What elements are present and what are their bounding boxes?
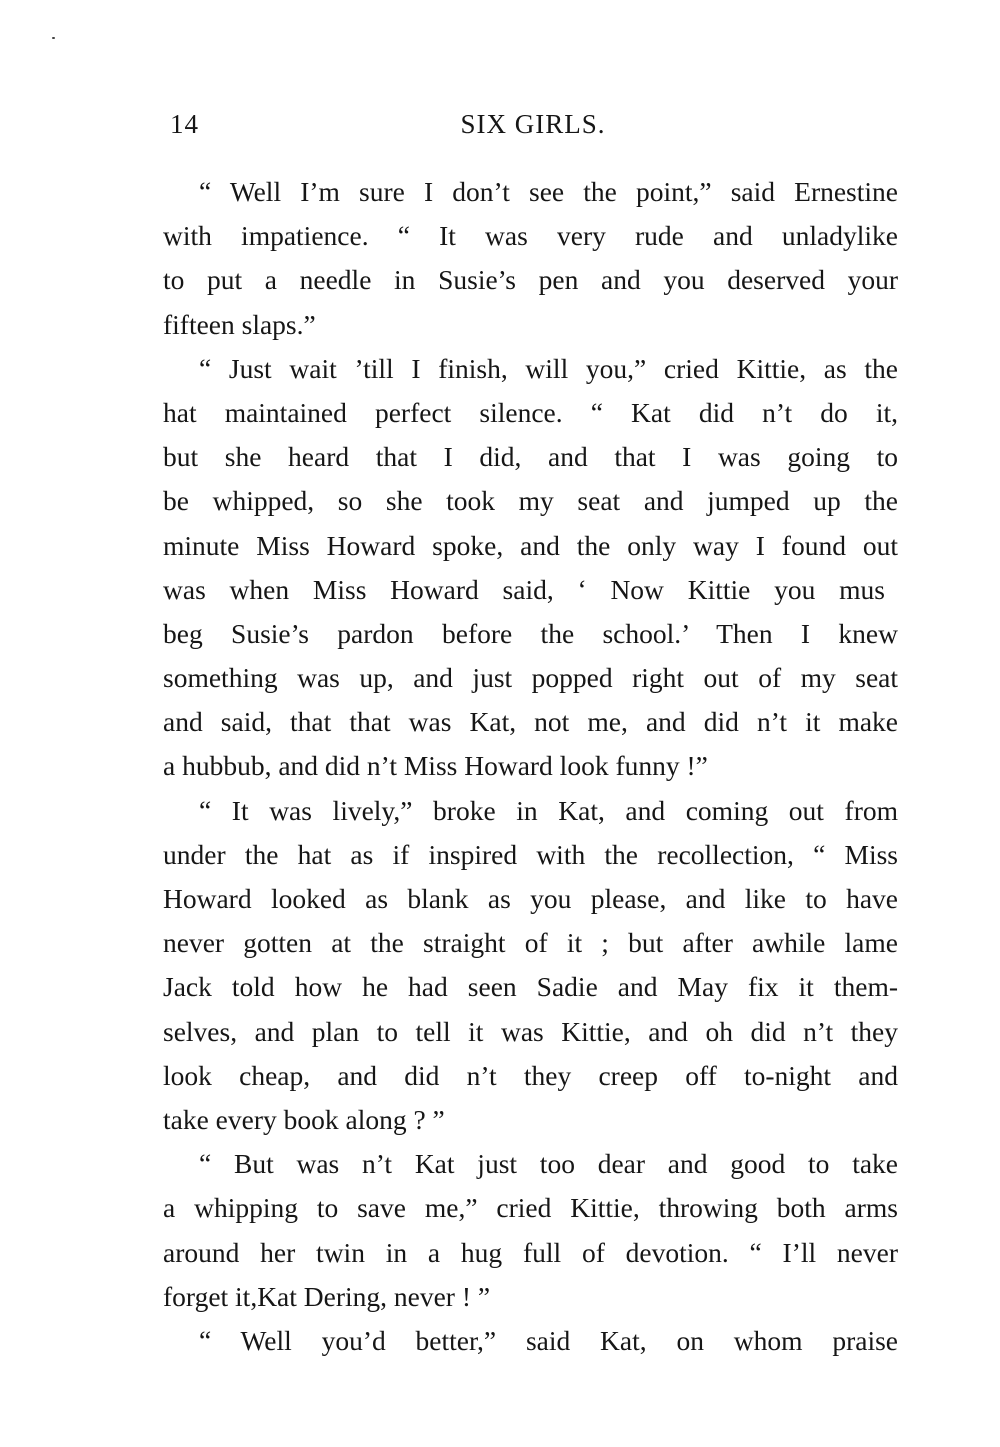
text-line: never gotten at the straight of it ; but after awhile lame — [163, 927, 898, 959]
running-title: SIX GIRLS. — [460, 109, 606, 139]
text-line: under the hat as if inspired with the recollection, “ Miss — [163, 838, 898, 870]
text-line: a whipping to save me,” cried Kittie, throwing both arms — [163, 1192, 898, 1224]
text-line: minute Miss Howard spoke, and the only way I found out — [163, 529, 898, 561]
text-line: look cheap, and did n’t they creep off to-night and — [163, 1059, 898, 1091]
text-line: forget it,Kat Dering, never ! ” — [163, 1280, 491, 1312]
text-line: to put a needle in Susie’s pen and you deserved your — [163, 264, 898, 296]
text-line: fifteen slaps.” — [163, 308, 316, 340]
text-line: beg Susie’s pardon before the school.’ Then I knew — [163, 617, 898, 649]
text-line: “ But was n’t Kat just too dear and good to take — [199, 1148, 898, 1180]
text-line: be whipped, so she took my seat and jumped up the — [163, 485, 898, 517]
text-line: hat maintained perfect silence. “ Kat did n’t do it, — [163, 396, 898, 428]
page-number: 14 — [170, 109, 199, 139]
text-line: Jack told how he had seen Sadie and May fix it them- — [163, 971, 898, 1003]
body-text — [163, 170, 898, 1363]
text-line: and said, that that was Kat, not me, and did n’t it make — [163, 706, 898, 738]
text-line: with impatience. “ It was very rude and unladylike — [163, 220, 898, 252]
text-line: around her twin in a hug full of devotion. “ I’ll never — [163, 1236, 898, 1268]
text-line: “ It was lively,” broke in Kat, and coming out from — [199, 794, 898, 826]
text-line: take every book along ? ” — [163, 1103, 445, 1135]
text-line: selves, and plan to tell it was Kittie, and oh did n’t they — [163, 1015, 898, 1047]
print-speck — [52, 37, 55, 39]
text-line: a hubbub, and did n’t Miss Howard look funny !” — [163, 750, 708, 782]
text-line: but she heard that I did, and that I was going to — [163, 441, 898, 473]
text-line: something was up, and just popped right out of my seat — [163, 662, 898, 694]
page-header — [168, 104, 898, 144]
text-line: was when Miss Howard said, ‘ Now Kittie you mus — [163, 573, 885, 605]
text-line: “ Just wait ’till I finish, will you,” cried Kittie, as the — [199, 352, 898, 384]
text-line: Howard looked as blank as you please, and like to have — [163, 883, 898, 914]
text-line: “ Well you’d better,” said Kat, on whom praise — [199, 1324, 898, 1356]
text-line: “ Well I’m sure I don’t see the point,” said Ernestine — [199, 176, 898, 207]
